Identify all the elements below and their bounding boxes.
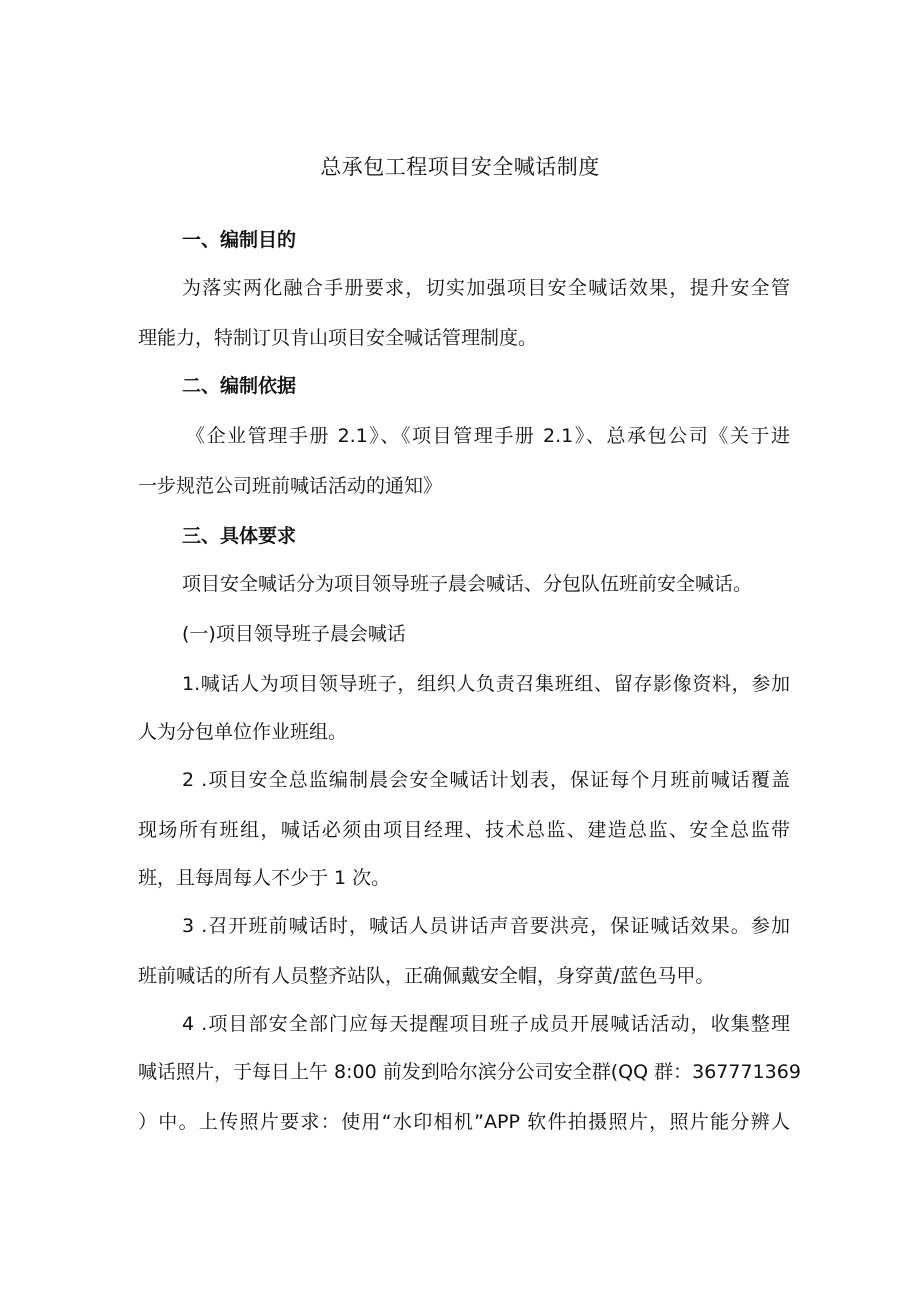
paragraph-line: 一步规范公司班前喊话活动的通知》: [138, 475, 443, 497]
paragraph-line: 喊话照片，于每日上午 8:00 前发到哈尔滨分公司安全群(QQ 群：367771369: [138, 1061, 801, 1083]
paragraph-line: 理能力，特制订贝肯山项目安全喊话管理制度。: [138, 327, 538, 349]
paragraph-line: 1.喊话人为项目领导班子，组织人负责召集班组、留存影像资料，参加: [182, 673, 790, 695]
document-title: 总承包工程项目安全喊话制度: [320, 155, 600, 179]
paragraph-line: 《企业管理手册 2.1》、《项目管理手册 2.1》、总承包公司《关于进: [186, 425, 790, 447]
section-heading-purpose: 一、编制目的: [182, 229, 297, 251]
paragraph-line: 2 .项目安全总监编制晨会安全喊话计划表，保证每个月班前喊话覆盖: [182, 769, 790, 791]
paragraph-line: 4 .项目部安全部门应每天提醒项目班子成员开展喊话活动，收集整理: [182, 1013, 790, 1035]
paragraph-line: 3 .召开班前喊话时，喊话人员讲话声音要洪亮，保证喊话效果。参加: [182, 915, 790, 937]
section-heading-basis: 二、编制依据: [182, 375, 297, 397]
paragraph-line: 人为分包单位作业班组。: [138, 721, 348, 743]
section-heading-requirements: 三、具体要求: [182, 525, 297, 547]
paragraph-line: 现场所有班组，喊话必须由项目经理、技术总监、建造总监、安全总监带: [138, 819, 790, 841]
paragraph-line: 班，且每周每人不少于 1 次。: [138, 867, 391, 889]
paragraph-line: ）中。上传照片要求：使用“水印相机”APP 软件拍摄照片，照片能分辨人: [138, 1111, 790, 1133]
paragraph-line: 为落实两化融合手册要求，切实加强项目安全喊话效果，提升安全管: [182, 277, 790, 299]
paragraph-line: 班前喊话的所有人员整齐站队，正确佩戴安全帽，身穿黄/蓝色马甲。: [138, 965, 715, 987]
paragraph-line: 项目安全喊话分为项目领导班子晨会喊话、分包队伍班前安全喊话。: [182, 573, 753, 595]
subsection-heading: (一)项目领导班子晨会喊话: [182, 623, 406, 645]
